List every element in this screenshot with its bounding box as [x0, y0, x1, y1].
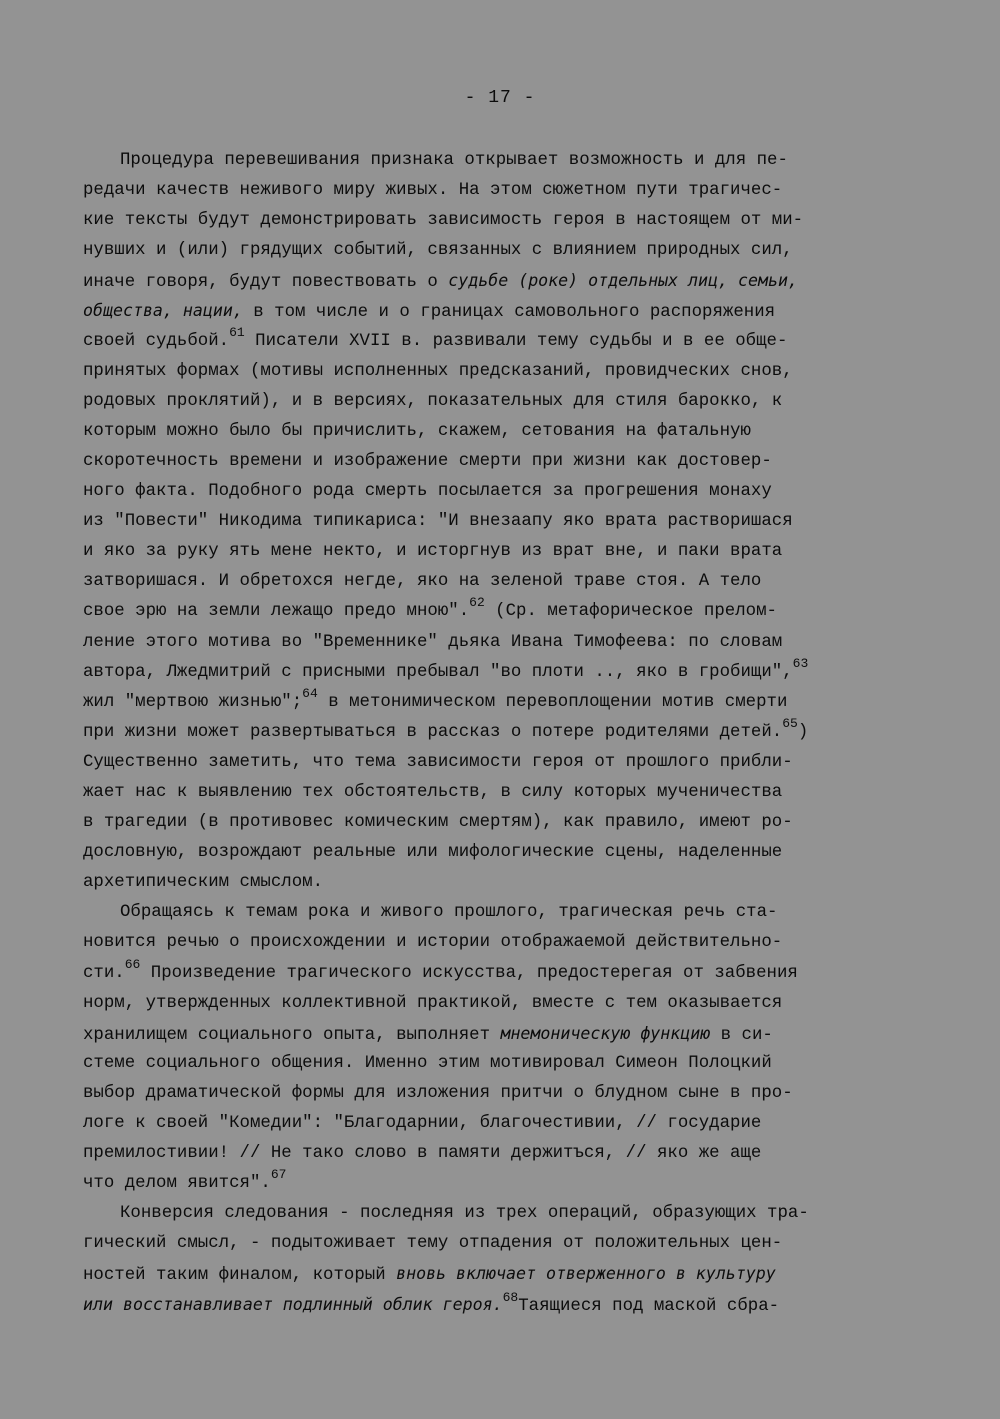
text-run: жает нас к выявлению тех обстоятельств, в силу которых мученичества — [83, 782, 783, 802]
text-run: в том числе и о границах самовольного распоряжения — [242, 303, 776, 323]
text-run: нувших и (или) грядущих событий, связанных с влиянием природных сил, — [83, 241, 793, 261]
text-line — [83, 1139, 923, 1169]
text-run: что делом явится". — [83, 1174, 271, 1194]
text-run: ного факта. Подобного рода смерть посылается за прогрешения монаху — [83, 482, 772, 502]
text-line — [83, 989, 923, 1019]
text-line — [83, 537, 923, 567]
italic-run: общества, нации, — [83, 301, 243, 321]
footnote-ref: 64 — [302, 685, 318, 701]
italic-run: мнемоническую функцию — [500, 1023, 711, 1043]
text-run: и яко за руку ять мене некто, и исторгнув из врат вне, и паки врата — [83, 542, 783, 562]
text-run: Писатели XVII в. развивали тему судьбы и в ее обще- — [244, 331, 788, 351]
text-run: (Ср. метафорическое прелом- — [484, 602, 777, 622]
text-line — [83, 778, 923, 808]
text-line — [83, 1290, 923, 1320]
text-run: при жизни может развертываться в рассказ о потере родителями детей. — [83, 722, 783, 742]
text-run: Процедура перевешивания признака открывает возможность и для пе- — [120, 151, 788, 170]
text-line — [83, 956, 923, 989]
text-run: автора, Лжедмитрий с присными пребывал "во плоти .., яко в гробищи", — [83, 662, 793, 682]
text-line — [83, 597, 923, 627]
text-run: свое эрю на земли лежащо предо мною". — [83, 602, 470, 622]
footnote-ref: 65 — [782, 715, 798, 731]
italic-run: судьбе (роке) отдельных лиц, семьи, — [448, 271, 798, 291]
text-line — [83, 296, 923, 326]
footnote-ref: 67 — [270, 1167, 287, 1183]
text-line — [83, 357, 923, 387]
text-line — [83, 655, 923, 688]
text-line — [83, 206, 923, 236]
text-line — [83, 808, 923, 838]
italic-run: вновь включает отверженного в культуру — [396, 1264, 776, 1284]
text-run: своей судьбой. — [83, 331, 230, 351]
text-run: затворишася. И обретохся негде, яко на зеленой траве стоя. А тело — [83, 572, 762, 592]
text-run: стеме социального общения. Именно этим мотивировал Симеон Полоцкий — [83, 1053, 772, 1073]
text-run: премилостивии! // Не тако слово в памяти держитъся, // яко же аще — [83, 1144, 762, 1164]
text-line — [83, 387, 923, 417]
text-line — [83, 567, 923, 597]
text-run: редачи качеств неживого миру живых. На этом сюжетном пути трагичес- — [83, 181, 783, 201]
footnote-ref: 68 — [502, 1289, 519, 1305]
text-run: Конверсия следования - последняя из трех операций, образующих тра- — [120, 1204, 809, 1224]
text-line — [83, 447, 923, 477]
text-line — [83, 715, 923, 748]
footnote-ref: 62 — [469, 595, 485, 611]
text-run: логе к своей "Комедии": "Благодарнии, благочестивии, // государие — [83, 1114, 762, 1133]
text-run: ностей таким финалом, который — [83, 1266, 397, 1286]
footnote-ref: 61 — [229, 324, 245, 340]
text-line — [83, 868, 923, 898]
text-run: в си- — [710, 1025, 773, 1045]
text-line — [83, 1019, 923, 1049]
page-number: - 17 - — [464, 88, 536, 108]
text-line — [83, 928, 923, 958]
text-line — [83, 176, 923, 206]
text-run: Обращаясь к темам рока и живого прошлого, трагическая речь ста- — [120, 903, 778, 923]
text-run: иначе говоря, будут повествовать о — [83, 273, 449, 293]
text-line — [83, 685, 923, 718]
text-line — [83, 324, 923, 357]
text-line — [83, 1079, 923, 1109]
text-run: дословную, возрождают реальные или мифологические сцены, наделенные — [83, 843, 783, 863]
text-line — [83, 1229, 923, 1259]
body-text — [83, 146, 923, 1320]
text-line — [83, 146, 923, 176]
text-run: сти. — [83, 963, 125, 983]
text-run: гический смысл, - подытоживает тему отпадения от положительных цен- — [83, 1234, 783, 1254]
text-line — [83, 628, 923, 658]
text-run: принятых формах (мотивы исполненных предсказаний, провидческих снов, — [83, 361, 793, 381]
text-line — [83, 507, 923, 537]
text-run: новится речью о происхождении и истории отображаемой действительно- — [83, 933, 783, 953]
text-line — [83, 1109, 923, 1139]
text-run: норм, утвержденных коллективной практикой, вместе с тем оказывается — [83, 993, 783, 1013]
italic-run: или восстанавливает подлинный облик героя. — [83, 1294, 503, 1314]
text-line — [83, 838, 923, 868]
text-line — [83, 266, 923, 296]
text-line — [83, 748, 923, 778]
text-run: кие тексты будут демонстрировать зависимость героя в настоящем от ми- — [83, 211, 804, 231]
text-line — [83, 477, 923, 507]
text-line — [83, 898, 923, 928]
text-run: из "Повести" Никодима типикариса: "И внезаапу яко врата растворишася — [83, 512, 793, 532]
text-line — [83, 1199, 923, 1229]
text-run: архетипическим смыслом. — [83, 873, 324, 893]
text-line — [83, 1259, 923, 1289]
text-run: Произведение трагического искусства, предостерегая от забвения — [140, 963, 798, 983]
footnote-ref: 63 — [792, 655, 809, 671]
text-run: ) — [797, 722, 809, 742]
text-line — [83, 417, 923, 447]
text-run: родовых проклятий), и в версиях, показательных для стиля барокко, к — [83, 391, 783, 411]
text-line — [83, 236, 923, 266]
text-run: Существенно заметить, что тема зависимости героя от прошлого прибли- — [83, 752, 793, 772]
text-run: в трагедии (в противовес комическим смертям), как правило, имеют ро- — [83, 813, 793, 833]
text-run: которым можно было бы причислить, скажем, сетования на фатальную — [83, 421, 751, 441]
text-run: ление этого мотива во "Временнике" дьяка Ивана Тимофеева: по словам — [83, 632, 783, 652]
text-run: в метонимическом перевоплощении мотив смерти — [317, 692, 788, 712]
text-run: Таящиеся под маской сбра- — [518, 1296, 780, 1316]
text-run: жил "мертвою жизнью"; — [83, 692, 303, 712]
text-run: скоротечность времени и изображение смерти при жизни как достовер- — [83, 451, 772, 471]
footnote-ref: 66 — [124, 956, 141, 972]
text-run: хранилищем социального опыта, выполняет — [83, 1025, 501, 1045]
text-line — [83, 1049, 923, 1079]
text-line — [83, 1169, 923, 1199]
text-run: выбор драматической формы для изложения притчи о блудном сыне в про- — [83, 1083, 793, 1103]
